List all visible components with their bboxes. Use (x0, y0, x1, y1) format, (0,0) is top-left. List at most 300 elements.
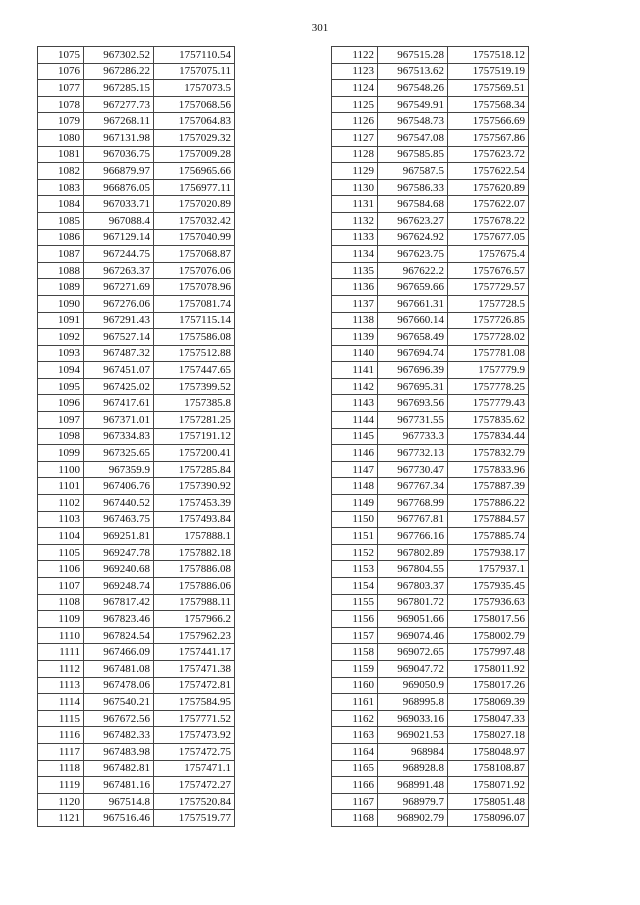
x-coordinate-cell: 968995.8 (378, 694, 448, 711)
point-number-cell: 1107 (38, 578, 84, 595)
x-coordinate-cell: 966876.05 (84, 179, 154, 196)
point-number-cell: 1114 (38, 694, 84, 711)
point-number-cell: 1131 (332, 196, 378, 213)
x-coordinate-cell: 968902.79 (378, 810, 448, 827)
point-number-cell: 1139 (332, 329, 378, 346)
y-coordinate-cell: 1757068.87 (154, 246, 235, 263)
y-coordinate-cell: 1757200.41 (154, 445, 235, 462)
table-row (332, 113, 529, 130)
table-row (38, 362, 235, 379)
point-number-cell: 1083 (38, 179, 84, 196)
x-coordinate-cell: 967767.81 (378, 511, 448, 528)
table-row (332, 544, 529, 561)
table-row (38, 594, 235, 611)
x-coordinate-cell: 969248.74 (84, 578, 154, 595)
x-coordinate-cell: 967129.14 (84, 229, 154, 246)
table-row (332, 47, 529, 64)
point-number-cell: 1092 (38, 329, 84, 346)
table-row (38, 461, 235, 478)
y-coordinate-cell: 1757472.75 (154, 743, 235, 760)
x-coordinate-cell: 969240.68 (84, 561, 154, 578)
table-row (332, 329, 529, 346)
y-coordinate-cell: 1757678.22 (448, 212, 529, 229)
point-number-cell: 1155 (332, 594, 378, 611)
table-row (332, 478, 529, 495)
x-coordinate-cell: 967766.16 (378, 528, 448, 545)
x-coordinate-cell: 967425.02 (84, 378, 154, 395)
table-row (332, 212, 529, 229)
table-row (38, 793, 235, 810)
point-number-cell: 1141 (332, 362, 378, 379)
table-row (38, 196, 235, 213)
y-coordinate-cell: 1756977.11 (154, 179, 235, 196)
x-coordinate-cell: 967672.56 (84, 710, 154, 727)
y-coordinate-cell: 1757886.08 (154, 561, 235, 578)
table-row (332, 345, 529, 362)
table-row (332, 710, 529, 727)
y-coordinate-cell: 1757988.11 (154, 594, 235, 611)
point-number-cell: 1096 (38, 395, 84, 412)
table-row (332, 793, 529, 810)
point-number-cell: 1075 (38, 47, 84, 64)
x-coordinate-cell: 967487.32 (84, 345, 154, 362)
y-coordinate-cell: 1757620.89 (448, 179, 529, 196)
y-coordinate-cell: 1757519.19 (448, 63, 529, 80)
x-coordinate-cell: 967478.06 (84, 677, 154, 694)
point-number-cell: 1110 (38, 627, 84, 644)
point-number-cell: 1159 (332, 660, 378, 677)
table-row (332, 660, 529, 677)
point-number-cell: 1121 (38, 810, 84, 827)
x-coordinate-cell: 967624.92 (378, 229, 448, 246)
point-number-cell: 1150 (332, 511, 378, 528)
table-row (38, 495, 235, 512)
x-coordinate-cell: 967693.56 (378, 395, 448, 412)
point-number-cell: 1103 (38, 511, 84, 528)
table-row (332, 163, 529, 180)
table-row (332, 279, 529, 296)
x-coordinate-cell: 967263.37 (84, 262, 154, 279)
table-row (38, 627, 235, 644)
point-number-cell: 1124 (332, 80, 378, 97)
table-row (332, 611, 529, 628)
x-coordinate-cell: 967817.42 (84, 594, 154, 611)
y-coordinate-cell: 1757075.11 (154, 63, 235, 80)
table-row (38, 777, 235, 794)
table-row (332, 229, 529, 246)
y-coordinate-cell: 1757029.32 (154, 129, 235, 146)
x-coordinate-cell: 967286.22 (84, 63, 154, 80)
x-coordinate-cell: 967584.68 (378, 196, 448, 213)
table-row (38, 312, 235, 329)
table-row (38, 179, 235, 196)
x-coordinate-cell: 967482.33 (84, 727, 154, 744)
table-row (332, 644, 529, 661)
point-number-cell: 1143 (332, 395, 378, 412)
point-number-cell: 1125 (332, 96, 378, 113)
table-row (38, 743, 235, 760)
y-coordinate-cell: 1757885.74 (448, 528, 529, 545)
table-row (38, 528, 235, 545)
y-coordinate-cell: 1757676.57 (448, 262, 529, 279)
x-coordinate-cell: 967823.46 (84, 611, 154, 628)
y-coordinate-cell: 1757833.96 (448, 461, 529, 478)
table-row (38, 378, 235, 395)
x-coordinate-cell: 967033.71 (84, 196, 154, 213)
y-coordinate-cell: 1757073.5 (154, 80, 235, 97)
x-coordinate-cell: 967483.98 (84, 743, 154, 760)
y-coordinate-cell: 1757068.56 (154, 96, 235, 113)
y-coordinate-cell: 1757385.8 (154, 395, 235, 412)
point-number-cell: 1106 (38, 561, 84, 578)
y-coordinate-cell: 1758002.79 (448, 627, 529, 644)
point-number-cell: 1138 (332, 312, 378, 329)
x-coordinate-cell: 967549.91 (378, 96, 448, 113)
point-number-cell: 1166 (332, 777, 378, 794)
table-row (332, 495, 529, 512)
point-number-cell: 1148 (332, 478, 378, 495)
y-coordinate-cell: 1757935.45 (448, 578, 529, 595)
y-coordinate-cell: 1758048.97 (448, 743, 529, 760)
table-row (332, 528, 529, 545)
y-coordinate-cell: 1757519.77 (154, 810, 235, 827)
table-row (332, 63, 529, 80)
y-coordinate-cell: 1757441.17 (154, 644, 235, 661)
point-number-cell: 1097 (38, 412, 84, 429)
coordinate-table-left (37, 46, 235, 827)
point-number-cell: 1154 (332, 578, 378, 595)
point-number-cell: 1111 (38, 644, 84, 661)
y-coordinate-cell: 1757584.95 (154, 694, 235, 711)
x-coordinate-cell: 967516.46 (84, 810, 154, 827)
x-coordinate-cell: 967451.07 (84, 362, 154, 379)
y-coordinate-cell: 1757473.92 (154, 727, 235, 744)
x-coordinate-cell: 967291.43 (84, 312, 154, 329)
x-coordinate-cell: 967586.33 (378, 179, 448, 196)
y-coordinate-cell: 1757936.63 (448, 594, 529, 611)
x-coordinate-cell: 967768.99 (378, 495, 448, 512)
x-coordinate-cell: 967131.98 (84, 129, 154, 146)
x-coordinate-cell: 967277.73 (84, 96, 154, 113)
point-number-cell: 1101 (38, 478, 84, 495)
x-coordinate-cell: 967276.06 (84, 295, 154, 312)
point-number-cell: 1164 (332, 743, 378, 760)
table-row (38, 561, 235, 578)
table-row (38, 727, 235, 744)
x-coordinate-cell: 968928.8 (378, 760, 448, 777)
x-coordinate-cell: 966879.97 (84, 163, 154, 180)
x-coordinate-cell: 967547.08 (378, 129, 448, 146)
table-row (332, 594, 529, 611)
point-number-cell: 1145 (332, 428, 378, 445)
y-coordinate-cell: 1757115.14 (154, 312, 235, 329)
table-row (332, 378, 529, 395)
x-coordinate-cell: 969251.81 (84, 528, 154, 545)
x-coordinate-cell: 967548.73 (378, 113, 448, 130)
table-row (38, 445, 235, 462)
y-coordinate-cell: 1757886.22 (448, 495, 529, 512)
x-coordinate-cell: 969047.72 (378, 660, 448, 677)
y-coordinate-cell: 1757729.57 (448, 279, 529, 296)
x-coordinate-cell: 967731.55 (378, 412, 448, 429)
x-coordinate-cell: 967482.81 (84, 760, 154, 777)
table-row (332, 777, 529, 794)
table-row (38, 163, 235, 180)
point-number-cell: 1161 (332, 694, 378, 711)
x-coordinate-cell: 967334.83 (84, 428, 154, 445)
x-coordinate-cell: 967371.01 (84, 412, 154, 429)
y-coordinate-cell: 1756965.66 (154, 163, 235, 180)
y-coordinate-cell: 1757779.43 (448, 395, 529, 412)
y-coordinate-cell: 1757518.12 (448, 47, 529, 64)
y-coordinate-cell: 1757020.89 (154, 196, 235, 213)
x-coordinate-cell: 969247.78 (84, 544, 154, 561)
y-coordinate-cell: 1757447.65 (154, 362, 235, 379)
x-coordinate-cell: 967695.31 (378, 378, 448, 395)
table-row (332, 179, 529, 196)
y-coordinate-cell: 1758017.56 (448, 611, 529, 628)
y-coordinate-cell: 1758108.87 (448, 760, 529, 777)
point-number-cell: 1132 (332, 212, 378, 229)
point-number-cell: 1085 (38, 212, 84, 229)
point-number-cell: 1095 (38, 378, 84, 395)
x-coordinate-cell: 967527.14 (84, 329, 154, 346)
y-coordinate-cell: 1758011.92 (448, 660, 529, 677)
y-coordinate-cell: 1757078.96 (154, 279, 235, 296)
table-row (38, 96, 235, 113)
table-row (38, 428, 235, 445)
table-row (332, 578, 529, 595)
table-body-right (332, 47, 529, 827)
point-number-cell: 1158 (332, 644, 378, 661)
table-row (38, 146, 235, 163)
x-coordinate-cell: 967733.3 (378, 428, 448, 445)
x-coordinate-cell: 967824.54 (84, 627, 154, 644)
x-coordinate-cell: 968991.48 (378, 777, 448, 794)
x-coordinate-cell: 967803.37 (378, 578, 448, 595)
point-number-cell: 1077 (38, 80, 84, 97)
table-body-left (38, 47, 235, 827)
y-coordinate-cell: 1757493.84 (154, 511, 235, 528)
point-number-cell: 1099 (38, 445, 84, 462)
point-number-cell: 1094 (38, 362, 84, 379)
y-coordinate-cell: 1757472.27 (154, 777, 235, 794)
x-coordinate-cell: 967696.39 (378, 362, 448, 379)
table-row (38, 229, 235, 246)
x-coordinate-cell: 967481.08 (84, 660, 154, 677)
y-coordinate-cell: 1757285.84 (154, 461, 235, 478)
table-row (332, 412, 529, 429)
table-row (38, 511, 235, 528)
y-coordinate-cell: 1757728.02 (448, 329, 529, 346)
point-number-cell: 1087 (38, 246, 84, 263)
x-coordinate-cell: 967271.69 (84, 279, 154, 296)
table-row (38, 660, 235, 677)
point-number-cell: 1127 (332, 129, 378, 146)
y-coordinate-cell: 1757281.25 (154, 412, 235, 429)
point-number-cell: 1088 (38, 262, 84, 279)
y-coordinate-cell: 1757677.05 (448, 229, 529, 246)
table-row (38, 677, 235, 694)
table-row (38, 644, 235, 661)
point-number-cell: 1117 (38, 743, 84, 760)
table-row (38, 710, 235, 727)
x-coordinate-cell: 969072.65 (378, 644, 448, 661)
y-coordinate-cell: 1757471.38 (154, 660, 235, 677)
x-coordinate-cell: 967244.75 (84, 246, 154, 263)
point-number-cell: 1082 (38, 163, 84, 180)
table-row (332, 461, 529, 478)
y-coordinate-cell: 1757622.54 (448, 163, 529, 180)
table-row (332, 810, 529, 827)
table-row (332, 445, 529, 462)
table-row (332, 295, 529, 312)
point-number-cell: 1084 (38, 196, 84, 213)
x-coordinate-cell: 968984 (378, 743, 448, 760)
x-coordinate-cell: 969074.46 (378, 627, 448, 644)
y-coordinate-cell: 1758096.07 (448, 810, 529, 827)
table-row (38, 47, 235, 64)
y-coordinate-cell: 1757586.08 (154, 329, 235, 346)
table-row (38, 113, 235, 130)
x-coordinate-cell: 969021.53 (378, 727, 448, 744)
table-row (332, 80, 529, 97)
table-row (332, 395, 529, 412)
point-number-cell: 1115 (38, 710, 84, 727)
table-row (38, 412, 235, 429)
y-coordinate-cell: 1757009.28 (154, 146, 235, 163)
y-coordinate-cell: 1757390.92 (154, 478, 235, 495)
table-row (332, 727, 529, 744)
y-coordinate-cell: 1757966.2 (154, 611, 235, 628)
x-coordinate-cell: 967732.13 (378, 445, 448, 462)
point-number-cell: 1133 (332, 229, 378, 246)
x-coordinate-cell: 968979.7 (378, 793, 448, 810)
y-coordinate-cell: 1757064.83 (154, 113, 235, 130)
point-number-cell: 1151 (332, 528, 378, 545)
table-row (332, 96, 529, 113)
x-coordinate-cell: 967268.11 (84, 113, 154, 130)
point-number-cell: 1134 (332, 246, 378, 263)
y-coordinate-cell: 1757781.08 (448, 345, 529, 362)
table-row (332, 246, 529, 263)
point-number-cell: 1089 (38, 279, 84, 296)
x-coordinate-cell: 967514.8 (84, 793, 154, 810)
point-number-cell: 1146 (332, 445, 378, 462)
point-number-cell: 1104 (38, 528, 84, 545)
point-number-cell: 1102 (38, 495, 84, 512)
y-coordinate-cell: 1757191.12 (154, 428, 235, 445)
table-row (38, 395, 235, 412)
x-coordinate-cell: 967804.55 (378, 561, 448, 578)
x-coordinate-cell: 967036.75 (84, 146, 154, 163)
point-number-cell: 1163 (332, 727, 378, 744)
point-number-cell: 1130 (332, 179, 378, 196)
x-coordinate-cell: 967694.74 (378, 345, 448, 362)
point-number-cell: 1160 (332, 677, 378, 694)
point-number-cell: 1140 (332, 345, 378, 362)
y-coordinate-cell: 1757887.39 (448, 478, 529, 495)
point-number-cell: 1128 (332, 146, 378, 163)
point-number-cell: 1100 (38, 461, 84, 478)
table-row (332, 262, 529, 279)
x-coordinate-cell: 967622.2 (378, 262, 448, 279)
x-coordinate-cell: 967658.49 (378, 329, 448, 346)
x-coordinate-cell: 967802.89 (378, 544, 448, 561)
table-row (38, 63, 235, 80)
y-coordinate-cell: 1757568.34 (448, 96, 529, 113)
point-number-cell: 1137 (332, 295, 378, 312)
point-number-cell: 1157 (332, 627, 378, 644)
table-row (332, 312, 529, 329)
x-coordinate-cell: 967406.76 (84, 478, 154, 495)
point-number-cell: 1086 (38, 229, 84, 246)
x-coordinate-cell: 967513.62 (378, 63, 448, 80)
point-number-cell: 1142 (332, 378, 378, 395)
point-number-cell: 1090 (38, 295, 84, 312)
y-coordinate-cell: 1757888.1 (154, 528, 235, 545)
table-row (332, 760, 529, 777)
y-coordinate-cell: 1757399.52 (154, 378, 235, 395)
table-row (332, 627, 529, 644)
point-number-cell: 1120 (38, 793, 84, 810)
point-number-cell: 1122 (332, 47, 378, 64)
table-row (38, 246, 235, 263)
x-coordinate-cell: 967661.31 (378, 295, 448, 312)
point-number-cell: 1119 (38, 777, 84, 794)
x-coordinate-cell: 967660.14 (378, 312, 448, 329)
y-coordinate-cell: 1757076.06 (154, 262, 235, 279)
y-coordinate-cell: 1757040.99 (154, 229, 235, 246)
table-row (332, 694, 529, 711)
table-row (38, 129, 235, 146)
y-coordinate-cell: 1757110.54 (154, 47, 235, 64)
point-number-cell: 1149 (332, 495, 378, 512)
y-coordinate-cell: 1757622.07 (448, 196, 529, 213)
y-coordinate-cell: 1757728.5 (448, 295, 529, 312)
y-coordinate-cell: 1757726.85 (448, 312, 529, 329)
point-number-cell: 1076 (38, 63, 84, 80)
table-row (38, 212, 235, 229)
table-row (332, 428, 529, 445)
y-coordinate-cell: 1758071.92 (448, 777, 529, 794)
y-coordinate-cell: 1757882.18 (154, 544, 235, 561)
point-number-cell: 1156 (332, 611, 378, 628)
point-number-cell: 1135 (332, 262, 378, 279)
point-number-cell: 1168 (332, 810, 378, 827)
x-coordinate-cell: 967659.66 (378, 279, 448, 296)
point-number-cell: 1080 (38, 129, 84, 146)
y-coordinate-cell: 1757623.72 (448, 146, 529, 163)
point-number-cell: 1123 (332, 63, 378, 80)
table-row (38, 810, 235, 827)
point-number-cell: 1081 (38, 146, 84, 163)
y-coordinate-cell: 1757937.1 (448, 561, 529, 578)
table-row (38, 329, 235, 346)
point-number-cell: 1109 (38, 611, 84, 628)
x-coordinate-cell: 967548.26 (378, 80, 448, 97)
y-coordinate-cell: 1757675.4 (448, 246, 529, 263)
x-coordinate-cell: 967466.09 (84, 644, 154, 661)
y-coordinate-cell: 1758047.33 (448, 710, 529, 727)
x-coordinate-cell: 967359.9 (84, 461, 154, 478)
table-row (332, 511, 529, 528)
x-coordinate-cell: 967088.4 (84, 212, 154, 229)
y-coordinate-cell: 1757778.25 (448, 378, 529, 395)
table-row (332, 129, 529, 146)
x-coordinate-cell: 967481.16 (84, 777, 154, 794)
table-row (38, 578, 235, 595)
